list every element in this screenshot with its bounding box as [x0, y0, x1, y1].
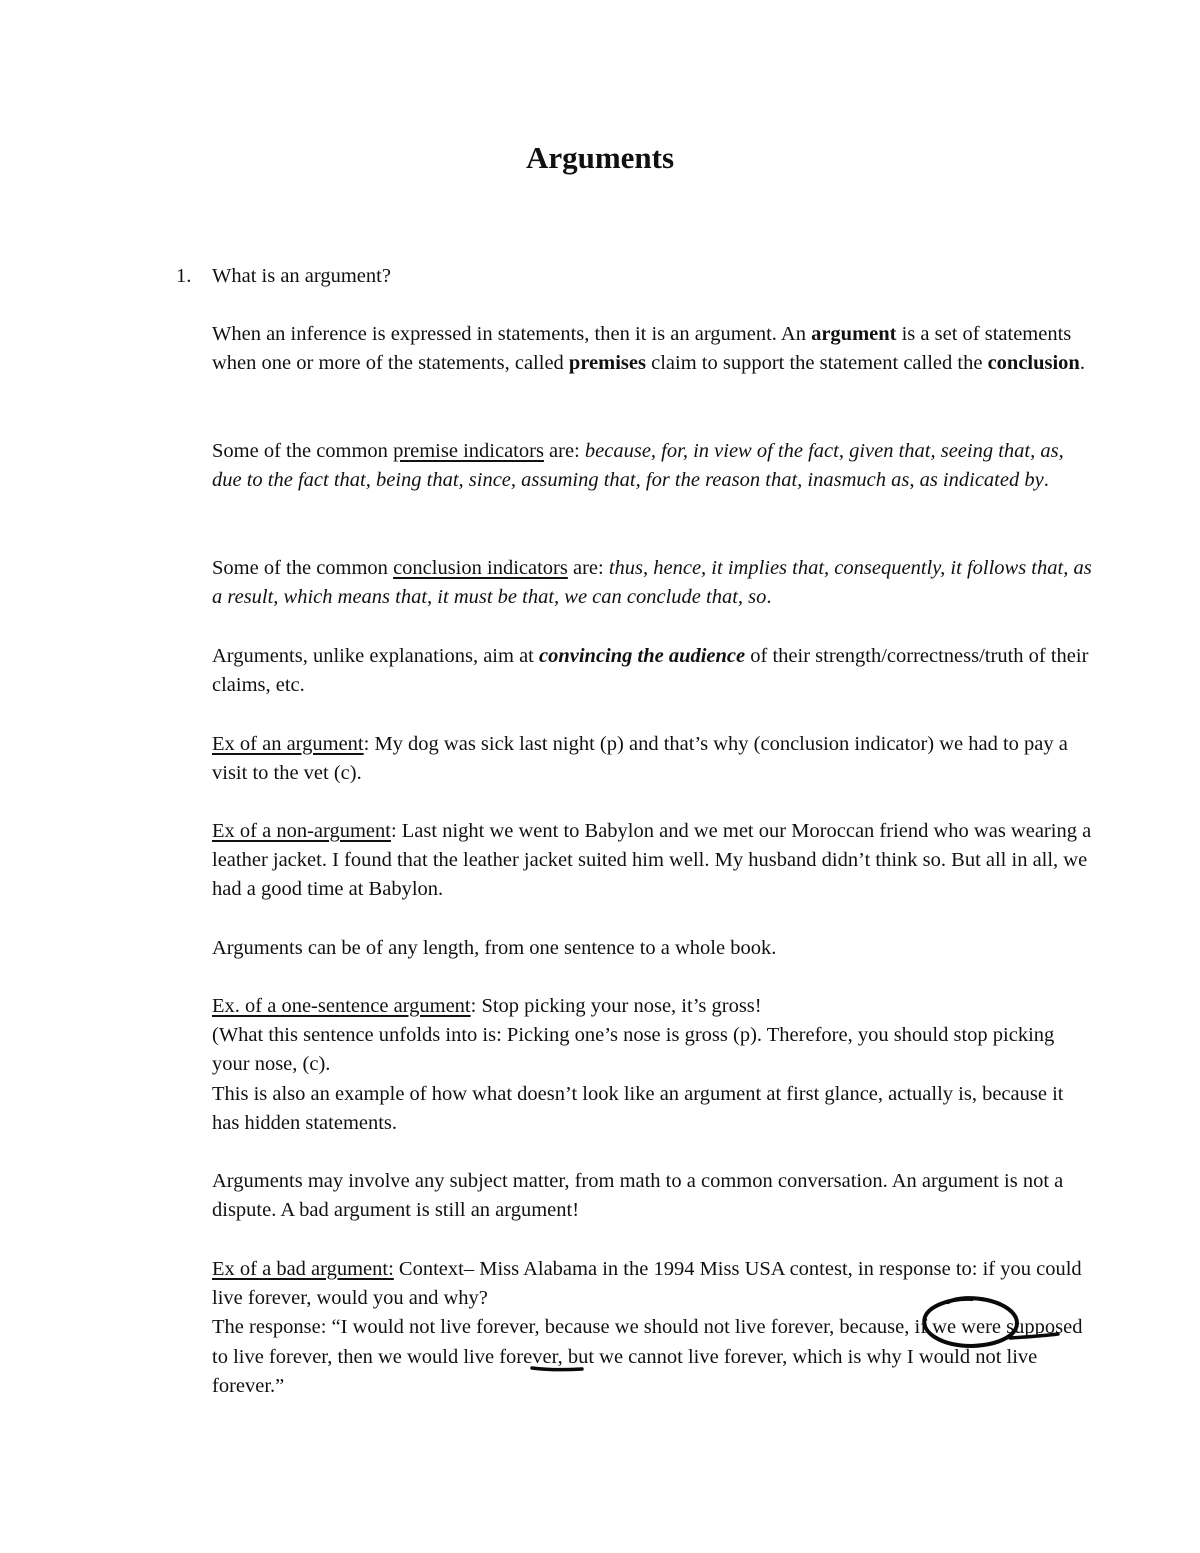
list-number: 1.	[176, 265, 192, 287]
text-run: Some of the common	[212, 557, 394, 579]
term-premises: premises	[568, 352, 646, 375]
page-title: Arguments	[525, 140, 675, 175]
term-argument: argument	[811, 323, 897, 345]
bad-argument-paragraph	[212, 1255, 1092, 1401]
question-heading	[212, 262, 1092, 291]
conclusion-indicators-label: conclusion indicators	[393, 557, 568, 579]
example-label: Ex of an argument	[212, 733, 364, 755]
premise-indicators-label: premise indicators	[393, 440, 544, 462]
term-conclusion: conclusion	[987, 352, 1080, 375]
conclusion-indicators-paragraph	[212, 554, 1092, 612]
text-run: are:	[567, 557, 609, 579]
text-run: : Last night we went to Babylon and we met our Moroccan friend who was wearing a leather jacket. I found that the leather jacket suited him well. My husband didn’t think so. But all in all, we had a good time at Babylon.	[212, 820, 1092, 901]
text-run: When an inference is expressed in statements, then it is an argument. An	[212, 323, 812, 345]
text-run: Arguments may involve any subject matter, from math to a common conversation. An argument is not a dispute. A bad argument is still an argument!	[212, 1170, 1064, 1222]
text-run: .	[1079, 352, 1085, 375]
conclusion-indicators-list: thus, hence, it implies that, consequently, it follows that, as a result, which means that, it must be that, we can conclude that, so	[212, 557, 1092, 609]
text-run: This is also an example of how what doesn’t look like an argument at first glance, actually is, because it has hidden statements.	[212, 1082, 1064, 1134]
example-label: Ex. of a one-sentence argument	[212, 995, 471, 1017]
text-run: of their strength/correctness/truth of their claims, etc.	[212, 645, 1089, 697]
text-run: Some of the common	[212, 440, 394, 462]
example-label: Ex of a non-argument	[212, 820, 391, 842]
text-run: claim to support the statement called the	[645, 352, 988, 375]
convince-paragraph	[212, 642, 1092, 700]
emphasis-convincing: convincing the audience	[539, 645, 746, 667]
definition-paragraph	[212, 320, 1092, 378]
text-run: .	[1043, 469, 1049, 492]
premise-indicators-paragraph	[212, 437, 1092, 495]
text-run: .	[766, 586, 772, 609]
example-label: Ex of a bad argument:	[212, 1258, 394, 1280]
text-run: (What this sentence unfolds into is: Picking one’s nose is gross (p). Therefore, you should stop picking your nose, (c).	[212, 1024, 1055, 1076]
text-run: The response: “I would not live forever, because we should not live forever, because, if we were supposed to live forever, then we would live forever, but we cannot live forever, which is why I would not live forever.”	[212, 1316, 1083, 1397]
text-run: Context– Miss Alabama in the 1994 Miss USA contest, in response to: if you could live forever, would you and why?	[212, 1258, 1082, 1310]
text-run: : My dog was sick last night (p) and that’s why (conclusion indicator) we had to pay a visit to the vet (c).	[212, 733, 1068, 785]
example-non-argument-paragraph	[212, 817, 1092, 905]
text-run: are:	[543, 440, 585, 462]
question-text: What is an argument?	[212, 265, 391, 287]
premise-indicators-list: because, for, in view of the fact, given that, seeing that, as, due to the fact that, being that, since, assuming that, for the reason that, inasmuch as, as indicated by	[212, 440, 1064, 492]
length-paragraph	[212, 934, 1092, 963]
text-run: Arguments, unlike explanations, aim at	[212, 645, 539, 667]
one-sentence-paragraph	[212, 992, 1092, 1138]
example-argument-paragraph	[212, 730, 1092, 788]
text-run: : Stop picking your nose, it’s gross!	[470, 995, 762, 1017]
subject-paragraph	[212, 1167, 1092, 1225]
text-run: is a set of statements when one or more of the statements, called	[212, 323, 1072, 375]
text-run: Arguments can be of any length, from one sentence to a whole book.	[212, 937, 777, 959]
